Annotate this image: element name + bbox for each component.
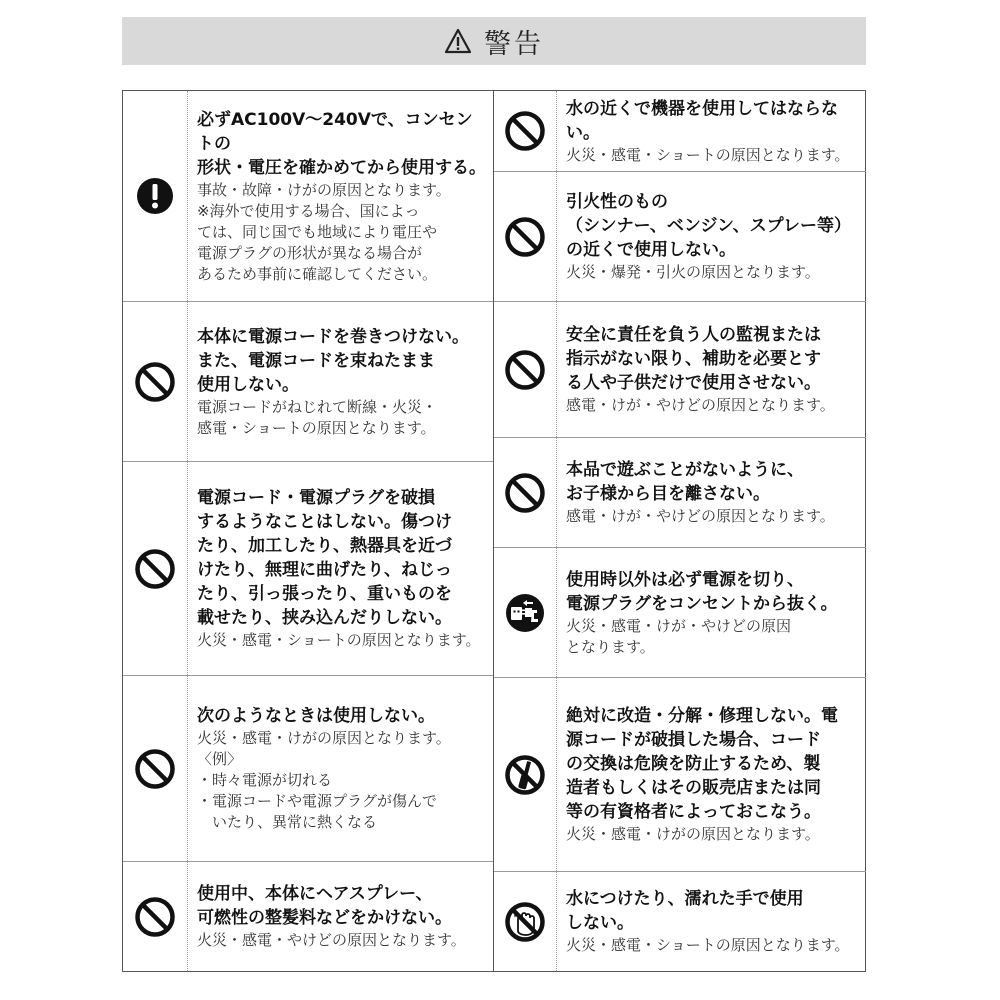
- warning-consequence: 火災・感電・ショートの原因となります。: [566, 145, 850, 164]
- warning-text: 使用時以外は必ず電源を切り、 電源プラグをコンセントから抜く。: [566, 569, 838, 614]
- exclamation-icon: [135, 176, 175, 216]
- warning-consequence: 火災・爆発・引火の原因となります。: [566, 263, 820, 281]
- prohibition-icon: [134, 748, 176, 790]
- warning-table: [122, 90, 866, 972]
- prohibition-icon: [504, 472, 546, 514]
- warning-text: 水の近くで機器を使用してはならない。: [566, 98, 838, 143]
- warning-text: 本体に電源コードを巻きつけない。 また、電源コードを束ねたまま 使用しない。: [197, 326, 469, 395]
- warning-header: [122, 17, 866, 65]
- warning-consequence: 火災・感電・ショートの原因となります。: [566, 936, 850, 954]
- warning-item: [494, 871, 866, 971]
- warning-consequence: 火災・感電・けが・やけどの原因 となります。: [566, 616, 792, 656]
- warning-item: [494, 547, 866, 677]
- warning-text: 電源コード・電源プラグを破損 するようなことはしない。傷つけ たり、加工したり、熱器具を近づ けたり、無理に曲げたり、ねじっ たり、引っ張ったり、重いものを 載せたり、挟み込んだりしない。: [197, 488, 452, 628]
- prohibition-icon: [504, 110, 546, 152]
- warning-consequence: 火災・感電・ショートの原因となります。: [197, 631, 481, 649]
- no-wet-hands-icon: [504, 901, 546, 943]
- warning-consequence: 感電・けが・やけどの原因となります。: [566, 396, 835, 414]
- warning-text: 絶対に改造・分解・修理しない。電 源コードが破損した場合、コード の交換は危険を防止するため、製 造者もしくはその販売店または同 等の有資格者によっておこなう。: [566, 706, 838, 822]
- warning-text: 安全に責任を負う人の監視または 指示がない限り、補助を必要とす る人や子供だけで使用させない。: [566, 325, 821, 393]
- unplug-icon: [505, 593, 545, 633]
- left-column: [123, 91, 493, 971]
- warning-consequence: 火災・感電・けがの原因となります。: [566, 825, 820, 843]
- warning-consequence: 火災・感電・やけどの原因となります。: [197, 931, 466, 949]
- warning-item: [123, 301, 493, 461]
- warning-consequence: 事故・故障・けがの原因となります。 ※海外で使用する場合、国によっ ては、同じ国でも地域により電圧や 電源プラグの形状が異なる場合が あるため事前に確認してください。: [197, 180, 451, 283]
- warning-item: [494, 301, 866, 437]
- no-disassembly-icon: [504, 754, 546, 796]
- prohibition-icon: [134, 896, 176, 938]
- warning-consequence: 火災・感電・けがの原因となります。 〈例〉 ・時々電源が切れる ・電源コードや電源プラグが傷んで いたり、異常に熱くなる: [197, 729, 451, 831]
- warning-text: 次のようなときは使用しない。: [197, 706, 435, 726]
- warning-text: 引火性のもの （シンナー、ベンジン、スプレー等） の近くで使用しない。: [566, 192, 852, 260]
- prohibition-icon: [504, 349, 546, 391]
- warning-item: [123, 461, 493, 675]
- warning-item: [494, 91, 866, 171]
- warning-text: 必ずAC100V～240Vで、コンセントの 形状・電圧を確かめてから使用する。: [197, 109, 486, 178]
- warning-item: [494, 171, 866, 301]
- warning-text: 使用中、本体にヘアスプレー、 可燃性の整髪料などをかけない。: [197, 884, 452, 928]
- warning-item: [123, 861, 493, 971]
- warning-consequence: 感電・けが・やけどの原因となります。: [566, 507, 835, 525]
- warning-triangle-icon: [444, 28, 472, 54]
- warning-item: [494, 437, 866, 547]
- warning-text: 水につけたり、濡れた手で使用 しない。: [566, 889, 804, 933]
- prohibition-icon: [134, 361, 176, 403]
- warning-consequence: 電源コードがねじれて断線・火災・ 感電・ショートの原因となります。: [197, 397, 438, 437]
- warning-text: 本品で遊ぶことがないように、 お子様から目を離さない。: [566, 460, 804, 504]
- right-column: [493, 91, 866, 971]
- warning-item: [494, 677, 866, 871]
- page-title: 警告: [484, 28, 544, 60]
- warning-item: [123, 675, 493, 861]
- prohibition-icon: [504, 216, 546, 258]
- prohibition-icon: [134, 548, 176, 590]
- warning-item: [123, 91, 493, 301]
